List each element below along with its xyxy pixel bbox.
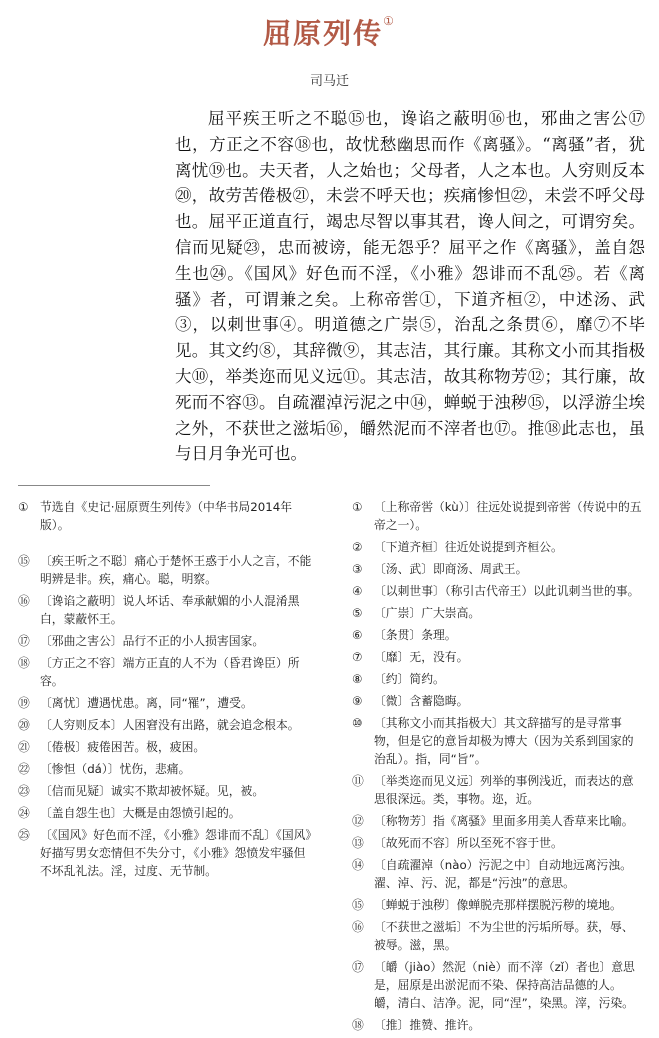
footnote-number: ③: [352, 562, 363, 576]
footnote-item: [18, 592, 314, 628]
footnote-item: [352, 498, 644, 534]
footnote-text: 〔故死而不容〕所以至死不容于世。: [374, 836, 563, 850]
footnote-number: ⑭: [352, 858, 364, 872]
footnote-number: ⑫: [352, 814, 364, 828]
footnote-number: ㉔: [18, 806, 30, 820]
footnote-number: ⑪: [352, 774, 364, 788]
footnote-item: [18, 804, 314, 822]
footnote-text: 〔称物芳〕指《离骚》里面多用美人香草来比喻。: [374, 814, 634, 828]
footnote-item: [352, 1016, 644, 1034]
footnote-number: ④: [352, 584, 363, 598]
footnote-text: 〔倦极〕疲倦困苦。极，疲困。: [40, 740, 206, 754]
title-footnote-mark: ①: [383, 14, 396, 28]
page-title: [0, 12, 659, 52]
footnote-item: [18, 632, 314, 650]
title-text: 屈原列传: [263, 17, 384, 50]
footnote-number: ⑨: [352, 694, 363, 708]
footnote-text: 〔方正之不容〕端方正直的人不为（昏君谗臣）所容。: [40, 656, 300, 688]
footnote-item: [18, 694, 314, 712]
footnote-text: 〔推〕推赞、推许。: [374, 1018, 481, 1032]
footnote-number: ㉒: [18, 762, 30, 776]
footnote-number: ①: [352, 500, 363, 514]
footnote-text: 〔蝉蜕于浊秽〕像蝉脱壳那样摆脱污秽的境地。: [374, 898, 622, 912]
footnote-item: [352, 692, 644, 710]
footnote-item: [352, 772, 644, 808]
footnote-item: [18, 760, 314, 778]
footnote-item: [352, 958, 644, 1012]
footnote-text: 〔广崇〕广大崇高。: [374, 606, 481, 620]
footnote-item: [352, 538, 644, 556]
footnote-text: 〔盖自怨生也〕大概是由怨愤引起的。: [40, 806, 241, 820]
footnote-text: 〔下道齐桓〕往近处说提到齐桓公。: [374, 540, 563, 554]
footnote-number: ⑦: [352, 650, 363, 664]
footnote-text: 〔约〕简约。: [374, 672, 445, 686]
footnote-text: 〔举类迩而见义远〕列举的事例浅近，而表达的意思很深远。类，事物。迩，近。: [374, 774, 634, 806]
footnote-number: ⑲: [18, 696, 30, 710]
footnote-text: 〔人穷则反本〕人困窘没有出路，就会追念根本。: [40, 718, 300, 732]
footnote-text: 〔信而见疑〕诚实不欺却被怀疑。见，被。: [40, 784, 265, 798]
footnote-number: ⑱: [18, 656, 30, 670]
footnote-item: [352, 834, 644, 852]
footnote-divider: [18, 485, 210, 486]
footnote-item: [18, 654, 314, 690]
footnote-number: ㉕: [18, 828, 30, 842]
footnote-number: ㉓: [18, 784, 30, 798]
footnote-number: ⑰: [18, 634, 30, 648]
footnote-text: 〔上称帝喾（kù）〕往远处说提到帝喾（传说中的五帝之一）。: [374, 500, 642, 532]
footnote-text: 〔离忧〕遭遇忧患。离，同“罹”，遭受。: [40, 696, 253, 710]
footnotes-right-column: [352, 498, 644, 1038]
footnote-text: 〔汤、武〕即商汤、周武王。: [374, 562, 528, 576]
footnote-item: [18, 552, 314, 588]
footnote-number: ⑥: [352, 628, 363, 642]
footnote-item: [352, 604, 644, 622]
author-name: 司马迁: [309, 74, 349, 89]
footnote-number: ⑳: [18, 718, 30, 732]
footnote-number: ①: [18, 500, 29, 514]
footnote-number: ⑱: [352, 1018, 364, 1032]
footnote-item: [18, 738, 314, 756]
footnote-item: [352, 918, 644, 954]
footnote-number: ⑬: [352, 836, 364, 850]
footnote-text: 〔靡〕无，没有。: [374, 650, 469, 664]
footnote-number: ⑩: [352, 716, 363, 730]
footnote-number: ⑤: [352, 606, 363, 620]
footnote-text: 〔疾王听之不聪〕痛心于楚怀王惑于小人之言，不能明辨是非。疾，痛心。聪，明察。: [40, 554, 312, 586]
footnote-number: ⑧: [352, 672, 363, 686]
footnote-item: [352, 560, 644, 578]
footnote-text: 〔惨怛（dá）〕忧伤，悲痛。: [40, 762, 191, 776]
footnote-text: 〔不获世之滋垢〕不为尘世的污垢所辱。获，辱、被辱。滋，黑。: [374, 920, 634, 952]
footnote-text: 〔《国风》好色而不淫，《小雅》怨诽而不乱〕《国风》好描写男女恋情但不失分寸，《小雅》怨愤发牢骚但不坏乱礼法。淫，过度、无节制。: [40, 828, 312, 878]
footnote-number: ⑮: [18, 554, 30, 568]
footnote-item: [352, 582, 644, 600]
footnote-text: 〔皭（jiào）然泥（niè）而不滓（zǐ）者也〕意思是，屈原是出淤泥而不染、保持高洁品德的人。皭，清白、洁净。泥，同“涅”，染黑。滓，污染。: [374, 960, 635, 1010]
footnote-item: [18, 498, 314, 534]
footnote-text: 节选自《史记·屈原贾生列传》（中华书局2014年版）。: [40, 500, 293, 532]
footnote-item: [352, 812, 644, 830]
footnote-number: ⑮: [352, 898, 364, 912]
footnote-text: 〔自疏濯淖（nào）污泥之中〕自动地远离污浊。濯、淖、污、泥，都是“污浊”的意思。: [374, 858, 632, 890]
main-paragraph: 屈平疾王听之不聪⑮也，谗谄之蔽明⑯也，邪曲之害公⑰也，方正之不容⑱也，故忧愁幽思而作《离骚》。“离骚”者，犹离忧⑲也。夫天者，人之始也；父母者，人之本也。人穷则反本⑳，故劳苦倦极㉑，未尝不呼天也；疾痛惨怛㉒，未尝不呼父母也。屈平正道直行，竭忠尽智以事其君，谗人间之，可谓穷矣。信而见疑㉓，忠而被谤，能无怨乎？屈平之作《离骚》，盖自怨生也㉔。《国风》好色而不淫，《小雅》怨诽而不乱㉕。若《离骚》者，可谓兼之矣。上称帝喾①，下道齐桓②，中述汤、武③，以刺世事④。明道德之广崇⑤，治乱之条贯⑥，靡⑦不毕见。其文约⑧，其辞微⑨，其志洁，其行廉。其称文小而其指极大⑩，举类迩而见义远⑪。其志洁，故其称物芳⑫；其行廉，故死而不容⑬。自疏濯淖污泥之中⑭，蝉蜕于浊秽⑮，以浮游尘埃之外，不获世之滋垢⑯，皭然泥而不滓者也⑰。推⑱此志也，虽与日月争光可也。: [175, 109, 645, 464]
footnote-text: 〔以刺世事〕（称引古代帝王）以此讥刺当世的事。: [374, 584, 640, 598]
footnotes-left-column: [18, 498, 314, 884]
footnote-number: ⑯: [18, 594, 30, 608]
footnote-text: 〔谗谄之蔽明〕说人坏话、奉承献媚的小人混淆黑白，蒙蔽怀王。: [40, 594, 300, 626]
footnote-item: [352, 670, 644, 688]
footnote-number: ②: [352, 540, 363, 554]
footnote-item: [352, 896, 644, 914]
footnote-text: 〔邪曲之害公〕品行不正的小人损害国家。: [40, 634, 265, 648]
footnote-item: [18, 826, 314, 880]
footnote-item: [352, 714, 644, 768]
footnote-text: 〔微〕含蓄隐晦。: [374, 694, 469, 708]
footnote-number: ⑰: [352, 960, 364, 974]
footnote-item: [352, 626, 644, 644]
footnote-item: [18, 782, 314, 800]
footnote-text: 〔其称文小而其指极大〕其文辞描写的是寻常事物，但是它的意旨却极为博大（因为关系到国家的治乱）。指，同“旨”。: [374, 716, 634, 766]
footnote-text: 〔条贯〕条理。: [374, 628, 457, 642]
footnote-item: [352, 648, 644, 666]
footnote-item: [352, 856, 644, 892]
footnote-item: [18, 716, 314, 734]
footnote-number: ⑯: [352, 920, 364, 934]
footnote-number: ㉑: [18, 740, 30, 754]
